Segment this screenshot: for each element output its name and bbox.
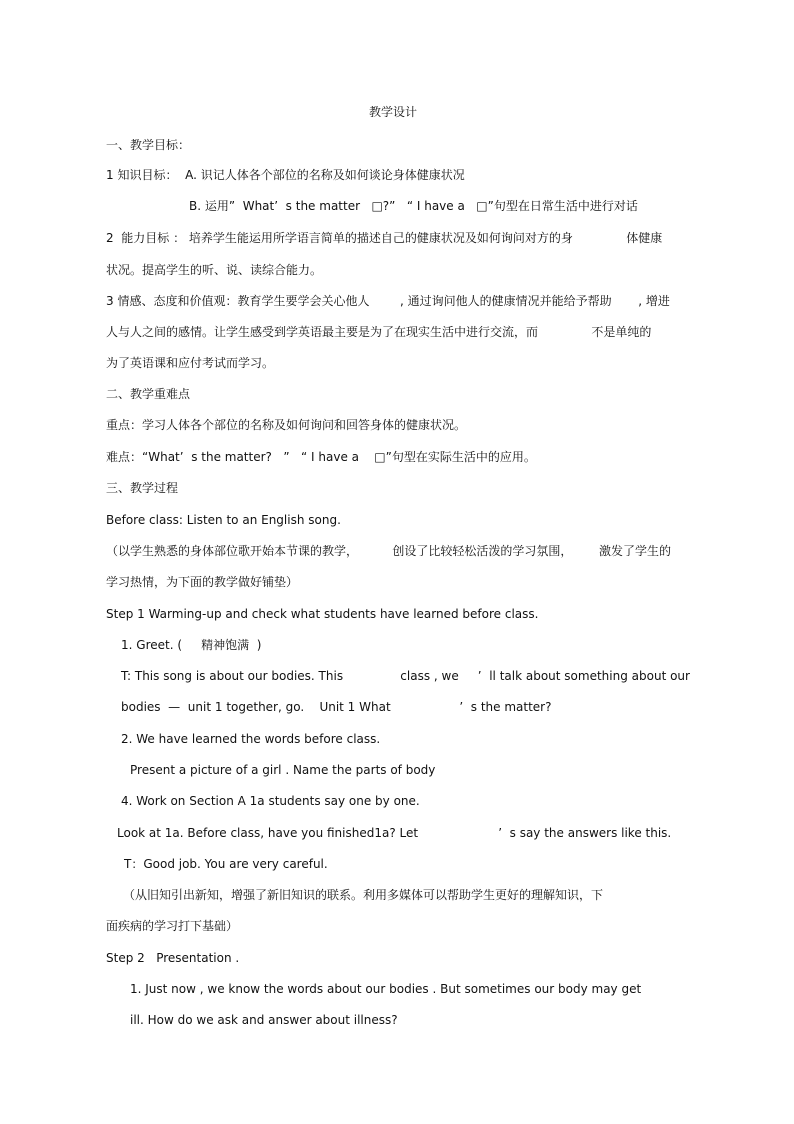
text-line: Look at 1a. Before class, have you finished1a? Let ’ s say the answers like this.	[117, 826, 672, 840]
text-line: （以学生熟悉的身体部位歌开始本节课的教学， 创设了比较轻松活泼的学习氛围， 激发了学生的	[106, 544, 672, 558]
text-line: T：Good job. You are very careful.	[124, 857, 328, 871]
text-line: bodies — unit 1 together, go. Unit 1 What ’ s the matter?	[121, 700, 552, 714]
text-line: Present a picture of a girl . Name the parts of body	[130, 763, 436, 777]
text-line: 学习热情，为下面的教学做好铺垫）	[106, 575, 299, 589]
document-title: 教学设计	[369, 105, 418, 119]
text-line: 人与人之间的感情。让学生感受到学英语最主要是为了在现实生活中进行交流，而 不是单纯的	[106, 325, 652, 339]
text-line: 2 能力目标 ： 培养学生能运用所学语言简单的描述自己的健康状况及如何询问对方的身 体健康	[106, 231, 663, 245]
text-line: Before class: Listen to an English song.	[106, 513, 341, 527]
text-line: 4. Work on Section A 1a students say one by one.	[121, 794, 420, 808]
text-line: 难点：“What’ s the matter? ” “ I have a □”句型在实际生活中的应用。	[106, 450, 536, 464]
section-heading-objectives: 一、教学目标：	[106, 138, 191, 152]
text-line: T: This song is about our bodies. This class , we ’ ll talk about something about our	[121, 669, 690, 683]
text-line: 面疾病的学习打下基础）	[106, 919, 239, 933]
text-line: B. 运用” What’ s the matter □?” “ I have a □”句型在日常生活中进行对话	[189, 199, 638, 213]
text-line: 状况。提高学生的听、说、读综合能力。	[106, 263, 323, 277]
text-line: 2. We have learned the words before class.	[121, 732, 381, 746]
text-line: 为了英语课和应付考试而学习。	[106, 356, 275, 370]
text-line: 3 情感、态度和价值观：教育学生要学会关心他人 , 通过询问他人的健康情况并能给予帮助 , 增进	[106, 294, 670, 308]
text-line: （从旧知引出新知，增强了新旧知识的联系。利用多媒体可以帮助学生更好的理解知识，下	[123, 888, 604, 902]
text-line: 1. Just now , we know the words about our bodies . But sometimes our body may get	[130, 982, 642, 996]
text-line: 重点：学习人体各个部位的名称及如何询问和回答身体的健康状况。	[106, 418, 467, 432]
step-heading: Step 2 Presentation .	[106, 951, 240, 965]
text-line: 1 知识目标： A. 识记人体各个部位的名称及如何谈论身体健康状况	[106, 168, 465, 182]
text-line: 1. Greet. ( 精神饱满 )	[121, 638, 262, 652]
section-heading-key-points: 二、教学重难点	[106, 387, 191, 401]
text-line: ill. How do we ask and answer about illness?	[130, 1013, 398, 1027]
step-heading: Step 1 Warming-up and check what students have learned before class.	[106, 607, 539, 621]
section-heading-process: 三、教学过程	[106, 481, 179, 495]
